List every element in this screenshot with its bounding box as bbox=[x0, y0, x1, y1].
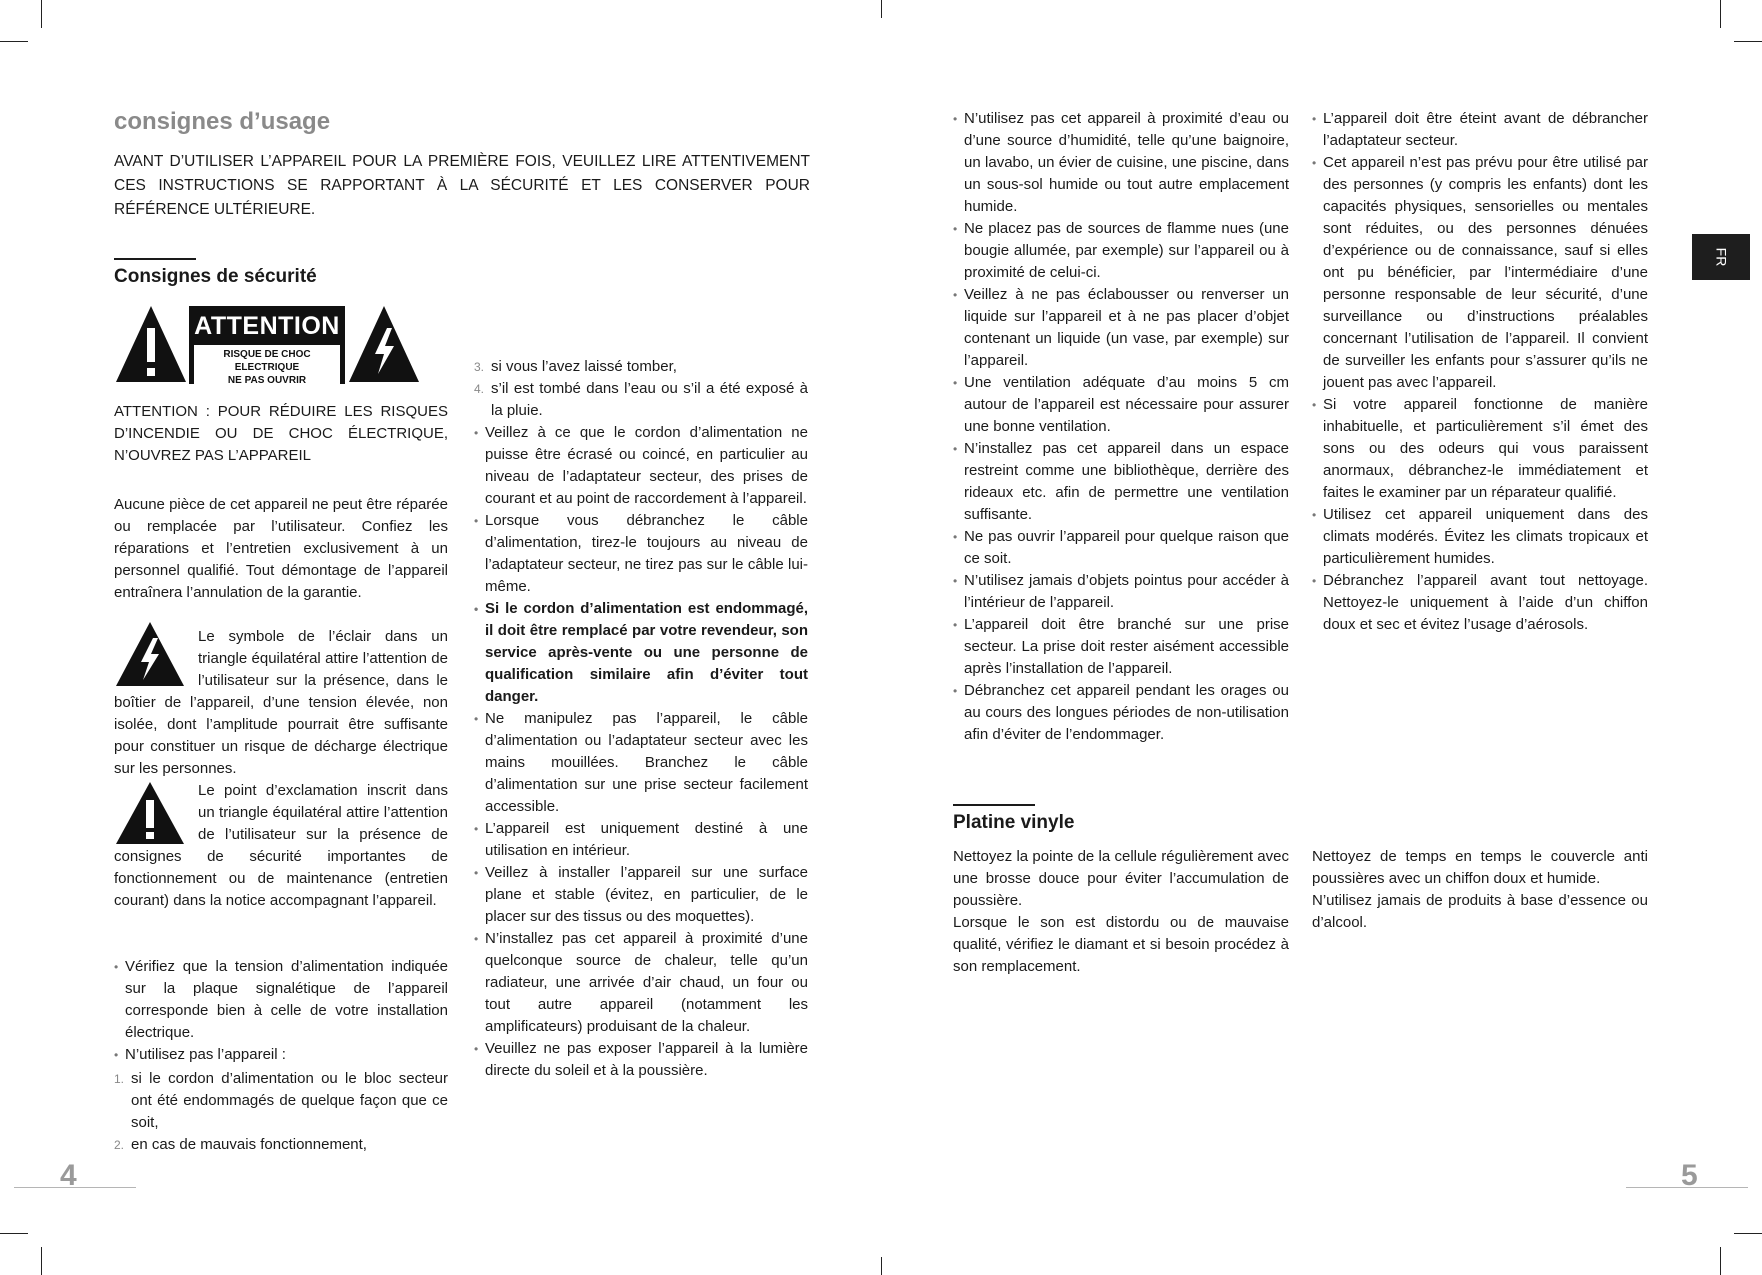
list-item: • Veillez à installer l’appareil sur une surface plane et stable (évitez, en particulier, de le placer sur des tissus ou des moquettes). bbox=[474, 862, 808, 928]
list-item: • Ne placez pas de sources de flamme nues (une bougie allumée, par exemple) sur l’appareil ou à proximité de celui-ci. bbox=[953, 218, 1289, 284]
crop-mark bbox=[881, 1257, 882, 1275]
list-item: • Lorsque vous débranchez le câble d’alimentation, tirez-le toujours au niveau de l’adaptateur secteur, ne tirez pas sur le câble lui-même. bbox=[474, 510, 808, 598]
lightning-triangle-icon bbox=[347, 304, 421, 384]
crop-mark bbox=[881, 0, 882, 18]
crop-mark bbox=[41, 0, 42, 28]
language-tab[interactable] bbox=[1692, 234, 1750, 280]
list-item: • N’installez pas cet appareil à proximité d’une quelconque source de chaleur, telle qu’un radiateur, une arrivée d’air chaud, un four ou tout autre appareil (notamment les amplificateurs) produisant de la chaleur. bbox=[474, 928, 808, 1038]
item-number: 1. bbox=[114, 1072, 125, 1086]
list-item: • Vérifiez que la tension d’alimentation indiquée sur la plaque signalétique de l’appareil corresponde bien à celle de votre installation électrique. bbox=[114, 956, 448, 1044]
numbered-item bbox=[474, 378, 808, 422]
item-text: si le cordon d’alimentation ou le bloc secteur ont été endommagés de quelque façon que ce soit, bbox=[131, 1070, 448, 1131]
list-item: • L’appareil doit être branché sur une prise secteur. La prise doit rester aisément accessible après l’installation de l’appareil. bbox=[953, 614, 1289, 680]
page-number: 5 bbox=[1681, 1159, 1698, 1192]
list-item: • Veuillez ne pas exposer l’appareil à la lumière directe du soleil et à la poussière. bbox=[474, 1038, 808, 1082]
list-item: • N’utilisez pas cet appareil à proximité d’eau ou d’une source d’humidité, telle qu’une baignoire, un lavabo, un évier de cuisine, une piscine, dans un sous-sol humide ou tout autre emplacement humide. bbox=[953, 108, 1289, 218]
list-item-important: • Si le cordon d’alimentation est endommagé, il doit être remplacé par votre revendeur, son service après-vente ou une personne de qualification similaire afin d’éviter tout danger. bbox=[474, 598, 808, 708]
item-text: s’il est tombé dans l’eau ou s’il a été exposé à la pluie. bbox=[491, 380, 808, 419]
page-number: 4 bbox=[60, 1159, 77, 1192]
vinyl-paragraph: Nettoyez la pointe de la cellule régulièrement avec une brosse douce pour éviter l’accumulation de poussière. bbox=[953, 848, 1289, 909]
vinyl-column-3 bbox=[953, 846, 1289, 978]
numbered-item bbox=[114, 1068, 448, 1134]
crop-mark bbox=[1720, 0, 1721, 28]
list-item: • Débranchez l’appareil avant tout nettoyage. Nettoyez-le uniquement à l’aide d’un chiffon doux et sec et évitez l’usage d’aérosols. bbox=[1312, 570, 1648, 636]
item-number: 3. bbox=[474, 360, 485, 374]
item-text: si vous l’avez laissé tomber, bbox=[491, 358, 677, 375]
list-item: • Si votre appareil fonctionne de manière inhabituelle, et particulièrement s’il émet des sons ou des odeurs qui vous paraissent anormaux, débranchez-le immédiatement et faites le examiner par un réparateur qualifié. bbox=[1312, 394, 1648, 504]
vinyl-paragraph: Nettoyez de temps en temps le couvercle anti poussières avec un chiffon doux et humide. bbox=[1312, 848, 1648, 887]
vinyl-column-4 bbox=[1312, 846, 1648, 934]
crop-mark bbox=[0, 41, 28, 42]
intro-text: AVANT D’UTILISER L’APPAREIL POUR LA PREMIÈRE FOIS, VEUILLEZ LIRE ATTENTIVEMENT CES INSTRUCTIONS SE RAPPORTANT À LA SÉCURITÉ ET LES CONSERVER POUR RÉFÉRENCE ULTÉRIEURE. bbox=[114, 153, 810, 218]
list-item: • N’utilisez pas l’appareil : bbox=[114, 1044, 448, 1066]
list-item: • Une ventilation adéquate d’au moins 5 cm autour de l’appareil est nécessaire pour assurer une bonne ventilation. bbox=[953, 372, 1289, 438]
crop-mark bbox=[0, 1233, 28, 1234]
numbered-item bbox=[474, 356, 808, 378]
language-tab-label: FR bbox=[1712, 247, 1729, 267]
exclamation-symbol-text bbox=[114, 780, 448, 912]
crop-mark bbox=[41, 1247, 42, 1275]
exclamation-triangle-icon bbox=[114, 304, 188, 384]
item-number: 4. bbox=[474, 382, 485, 396]
lightning-symbol-text bbox=[114, 626, 448, 780]
heading-rule bbox=[953, 804, 1035, 806]
vinyl-paragraph: Lorsque le son est distordu ou de mauvaise qualité, vérifiez le diamant et si besoin procédez à son remplacement. bbox=[953, 914, 1289, 975]
item-text: en cas de mauvais fonctionnement, bbox=[131, 1136, 367, 1153]
list-item: • N’utilisez jamais d’objets pointus pour accéder à l’intérieur de l’appareil. bbox=[953, 570, 1289, 614]
list-item: • Veillez à ce que le cordon d’alimentation ne puisse être écrasé ou coincé, en particulier au niveau de l’adaptateur secteur, des prises de courant et au point de raccordement à l’appareil. bbox=[474, 422, 808, 510]
lightning-text: Le symbole de l’éclair dans un triangle équilatéral attire l’attention de l’utilisateur sur la présence, dans le boîtier de l’appareil, d’une tension élevée, non isolée, dont l’amplitude pourrait être suffisante pour constituer un risque de décharge électrique sur les personnes. bbox=[114, 628, 448, 777]
float-spacer bbox=[114, 626, 198, 692]
column-4 bbox=[1312, 108, 1648, 636]
attention-subtitle bbox=[194, 345, 340, 390]
column-2 bbox=[474, 356, 808, 1082]
list-item: • Cet appareil n’est pas prévu pour être utilisé par des personnes (y compris les enfants) dont les capacités physiques, sensorielles ou mentales sont réduites, ou des personnes dénuées d’expérience ou de connaissance, sauf si elles ont pu bénéficier, par l’intermédiaire d’une personne responsable de leur sécurité, d’une surveillance ou d’instructions préalables concernant l’utilisation de l’appareil. Il convient de surveiller les enfants pour s’assurer qu’ils ne jouent pas avec l’appareil. bbox=[1312, 152, 1648, 394]
attention-line1: RISQUE DE CHOC ELECTRIQUE bbox=[223, 349, 311, 373]
list-item: • Veillez à ne pas éclabousser ou renverser un liquide sur l’appareil et à ne pas placer d’objet contenant un liquide (un vase, par exemple) sur l’appareil. bbox=[953, 284, 1289, 372]
list-item: • L’appareil doit être éteint avant de débrancher l’adaptateur secteur. bbox=[1312, 108, 1648, 152]
crop-mark bbox=[1734, 41, 1762, 42]
heading-rule bbox=[114, 258, 196, 260]
float-spacer bbox=[114, 780, 198, 846]
list-item: • Ne manipulez pas l’appareil, le câble d’alimentation ou l’adaptateur secteur avec les mains mouillées. Branchez le câble d’alimentation sur une prise secteur facilement accessible. bbox=[474, 708, 808, 818]
exclamation-text: Le point d’exclamation inscrit dans un triangle équilatéral attire l’attention de l’utilisateur sur la présence de consignes de sécurité importantes de fonctionnement ou de maintenance (entretien courant) dans la notice accompagnant l’appareil. bbox=[114, 782, 448, 909]
no-parts-text: Aucune pièce de cet appareil ne peut être réparée ou remplacée par l’utilisateur. Confiez les réparations et l’entretien exclusivement à un personnel qualifié. Tout démontage de l’appareil entraînera l’annulation de la garantie. bbox=[114, 496, 448, 601]
column-1-list bbox=[114, 956, 448, 1156]
list-item: • Ne pas ouvrir l’appareil pour quelque raison que ce soit. bbox=[953, 526, 1289, 570]
numbered-item bbox=[114, 1134, 448, 1156]
list-item: • N’installez pas cet appareil dans un espace restreint comme une bibliothèque, derrière des rideaux etc. afin de permettre une ventilation suffisante. bbox=[953, 438, 1289, 526]
section-title: consignes d’usage bbox=[114, 108, 331, 135]
vinyl-paragraph: N’utilisez jamais de produits à base d’essence ou d’alcool. bbox=[1312, 892, 1648, 931]
vinyl-heading: Platine vinyle bbox=[953, 812, 1075, 833]
list-item: • L’appareil est uniquement destiné à une utilisation en intérieur. bbox=[474, 818, 808, 862]
column-3 bbox=[953, 108, 1289, 746]
crop-mark bbox=[1720, 1247, 1721, 1275]
warning-text: ATTENTION : POUR RÉDUIRE LES RISQUES D’INCENDIE OU DE CHOC ÉLECTRIQUE, N’OUVREZ PAS L’APPAREIL bbox=[114, 403, 448, 464]
list-item: • Utilisez cet appareil uniquement dans des climats modérés. Évitez les climats tropicaux et particulièrement humides. bbox=[1312, 504, 1648, 570]
item-number: 2. bbox=[114, 1138, 125, 1152]
list-item: • Débranchez cet appareil pendant les orages ou au cours des longues périodes de non-utilisation afin d’éviter de l’endommager. bbox=[953, 680, 1289, 746]
attention-title: ATTENTION bbox=[194, 312, 340, 340]
attention-label bbox=[189, 306, 345, 384]
crop-mark bbox=[1734, 1233, 1762, 1234]
safety-heading: Consignes de sécurité bbox=[114, 266, 317, 287]
attention-line2: NE PAS OUVRIR bbox=[227, 375, 307, 386]
